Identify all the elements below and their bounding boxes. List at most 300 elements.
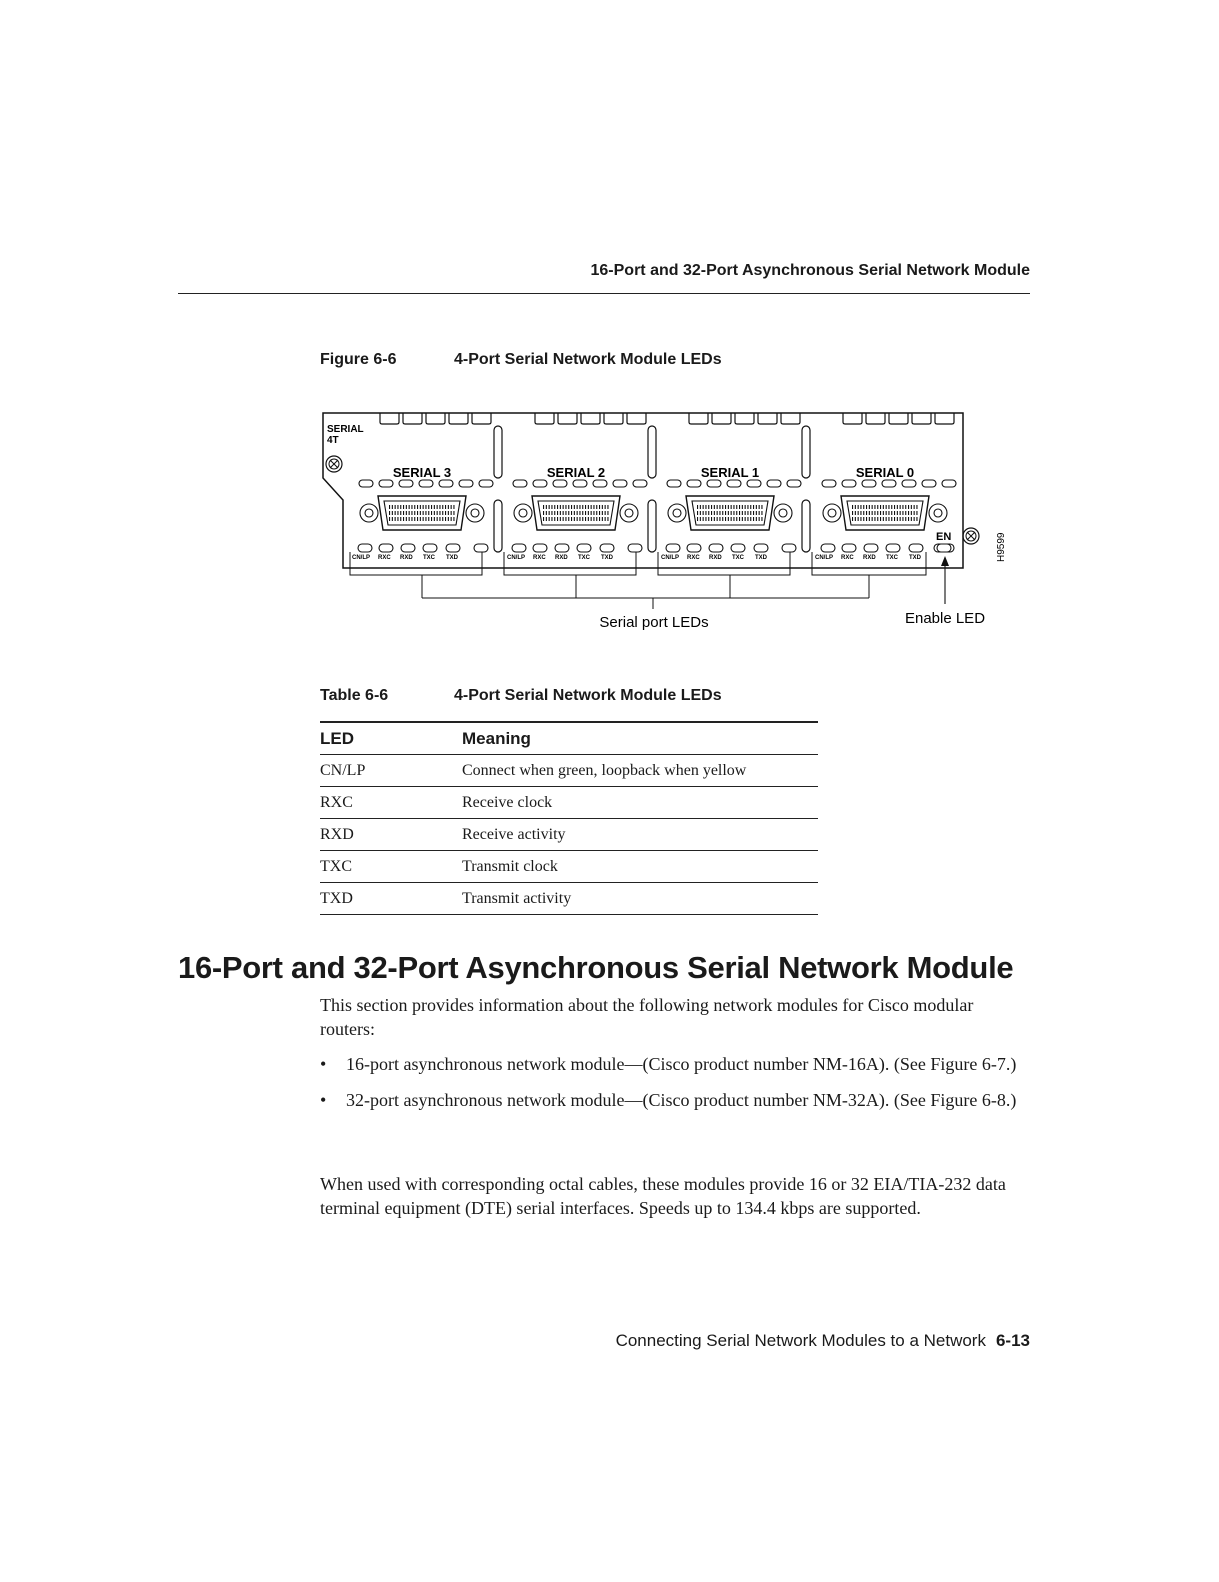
divider-slot: [648, 500, 656, 552]
connector-pin: [902, 517, 903, 521]
connector-pin: [705, 505, 706, 509]
led: [358, 544, 372, 552]
connector-pin: [897, 505, 898, 509]
connector-pin: [719, 505, 720, 509]
connector-pin: [389, 505, 390, 509]
table-row: [320, 851, 818, 883]
connector-pin: [852, 511, 853, 515]
figure-title: 4-Port Serial Network Module LEDs: [454, 351, 722, 368]
connector-pin: [565, 511, 566, 515]
connector-pin: [759, 505, 760, 509]
connector-pin: [397, 517, 398, 521]
connector-pin: [605, 511, 606, 515]
connector-pin: [858, 511, 859, 515]
connector-pin: [448, 511, 449, 515]
divider-slot: [494, 500, 502, 552]
connector-pin: [872, 517, 873, 521]
connector-pin: [731, 511, 732, 515]
port-screw-icon: [934, 509, 942, 517]
connector-pin: [582, 517, 583, 521]
connector-pin: [886, 505, 887, 509]
connector-pin: [852, 505, 853, 509]
led-label: RXC: [378, 555, 391, 561]
led-label: RXD: [555, 555, 568, 561]
port-indicator: [379, 480, 393, 487]
connector-pin: [722, 517, 723, 521]
connector-pin: [445, 517, 446, 521]
connector-pin: [759, 517, 760, 521]
connector-pin: [546, 505, 547, 509]
connector-pin: [431, 505, 432, 509]
connector-pin: [860, 517, 861, 521]
connector-pin: [411, 505, 412, 509]
connector-pin: [742, 505, 743, 509]
connector-pin: [886, 511, 887, 515]
connector-pin: [916, 517, 917, 521]
meaning-cell: Transmit activity: [462, 889, 572, 907]
port-screw-icon: [774, 504, 792, 522]
led: [533, 544, 547, 552]
port-indicator: [419, 480, 433, 487]
serial-port: [512, 480, 647, 552]
connector-pin: [883, 517, 884, 521]
page-footer: [560, 1331, 1030, 1351]
connector-pin: [431, 517, 432, 521]
connector-pin: [722, 511, 723, 515]
led: [842, 544, 856, 552]
connector-pin: [395, 505, 396, 509]
running-header: 16-Port and 32-Port Asynchronous Serial Network Module: [590, 262, 1030, 279]
led-cell: CN/LP: [320, 761, 366, 779]
connector-pin: [591, 511, 592, 515]
top-tab: [735, 413, 754, 424]
connector-pin: [869, 511, 870, 515]
faceplate-outline: [323, 413, 963, 568]
connector-pin: [872, 505, 873, 509]
bullet-icon: •: [320, 1090, 327, 1110]
connector-pin: [855, 511, 856, 515]
connector-pin: [392, 517, 393, 521]
port-screw-icon: [514, 504, 532, 522]
led-cell: RXD: [320, 825, 354, 843]
right-screw-icon: [963, 528, 979, 544]
connector-pin: [756, 517, 757, 521]
connector-pin: [543, 505, 544, 509]
connector-pin: [888, 505, 889, 509]
connector-pin: [717, 511, 718, 515]
connector-pin: [395, 517, 396, 521]
connector-pin: [874, 505, 875, 509]
led-label: TXD: [601, 555, 613, 561]
connector-pin: [568, 511, 569, 515]
connector-pin: [852, 517, 853, 521]
connector-pin: [409, 505, 410, 509]
port-indicator: [862, 480, 876, 487]
port-indicator: [687, 480, 701, 487]
connector-pin: [543, 517, 544, 521]
connector-pin: [543, 511, 544, 515]
connector-pin: [451, 517, 452, 521]
connector-pin: [888, 511, 889, 515]
connector-pin: [877, 517, 878, 521]
connector-pin: [866, 511, 867, 515]
table-row: [320, 883, 818, 915]
port-indicator: [787, 480, 801, 487]
connector-pin: [855, 505, 856, 509]
connector-pin: [434, 505, 435, 509]
led: [864, 544, 878, 552]
led: [512, 544, 526, 552]
led-label: RXD: [709, 555, 722, 561]
connector-pin: [400, 505, 401, 509]
connector-pin: [596, 505, 597, 509]
connector-pin: [425, 517, 426, 521]
bullet-list: [320, 1052, 1032, 1112]
connector-pin: [869, 505, 870, 509]
connector-pin: [711, 505, 712, 509]
connector-pin: [439, 505, 440, 509]
bullet-text: 16-port asynchronous network module—(Cisco product number NM-16A). (See Figure 6-7.): [346, 1054, 1017, 1074]
led-cell: TXC: [320, 857, 352, 875]
connector-pin: [711, 511, 712, 515]
connector-pin: [697, 517, 698, 521]
connector-pin: [914, 511, 915, 515]
connector-pin: [389, 511, 390, 515]
top-tab: [912, 413, 931, 424]
connector-pin: [911, 511, 912, 515]
connector-pin: [434, 517, 435, 521]
led-label: CN/LP: [815, 555, 833, 561]
connector-pin: [574, 517, 575, 521]
table-row: [320, 787, 818, 819]
led-label: RXC: [687, 555, 700, 561]
port-screw-icon: [779, 509, 787, 517]
connector-pin: [554, 517, 555, 521]
connector-pin: [546, 517, 547, 521]
connector-pin: [860, 505, 861, 509]
connector-pin: [714, 517, 715, 521]
connector-pin: [445, 511, 446, 515]
connector-pin: [874, 511, 875, 515]
connector-pin: [563, 517, 564, 521]
led-label: CN/LP: [661, 555, 679, 561]
connector-pin: [863, 511, 864, 515]
connector-pin: [742, 511, 743, 515]
connector-pin: [860, 511, 861, 515]
connector-pin: [869, 517, 870, 521]
connector-pin: [902, 511, 903, 515]
connector-pin: [551, 511, 552, 515]
connector-pin: [891, 517, 892, 521]
connector-pin: [442, 505, 443, 509]
connector-pin: [750, 505, 751, 509]
connector-pin: [593, 517, 594, 521]
connector-pin: [908, 517, 909, 521]
top-tab: [712, 413, 731, 424]
connector-pin: [877, 511, 878, 515]
connector-pin: [897, 511, 898, 515]
list-item: [320, 1088, 1032, 1112]
connector-pin: [579, 505, 580, 509]
divider-slot: [648, 426, 656, 478]
figure-caption: [320, 351, 722, 369]
connector-pin: [602, 517, 603, 521]
top-tab: [604, 413, 623, 424]
connector-pin: [546, 511, 547, 515]
column-header-led: LED: [320, 728, 354, 748]
connector-pin: [911, 517, 912, 521]
top-tab: [426, 413, 445, 424]
connector-pin: [858, 505, 859, 509]
led-label: RXD: [863, 555, 876, 561]
connector-pin: [423, 511, 424, 515]
connector-pin: [596, 517, 597, 521]
port-screw-icon: [519, 509, 527, 517]
connector-pin: [607, 505, 608, 509]
connector-pin: [406, 517, 407, 521]
connector-pin: [588, 505, 589, 509]
serial-port: [358, 480, 493, 552]
led-label: TXD: [755, 555, 767, 561]
port-indicator: [747, 480, 761, 487]
table-header-row: [320, 722, 818, 755]
led-label: RXD: [400, 555, 413, 561]
connector-pin: [451, 511, 452, 515]
connector-pin: [554, 511, 555, 515]
top-tab: [581, 413, 600, 424]
top-tab: [689, 413, 708, 424]
connector-pin: [448, 517, 449, 521]
connector-pin: [697, 505, 698, 509]
connector-pin: [414, 505, 415, 509]
module-figure: [318, 400, 1018, 635]
connector-pin: [728, 517, 729, 521]
port-screw-icon: [620, 504, 638, 522]
led: [754, 544, 768, 552]
connector-pin: [719, 511, 720, 515]
left-screw-icon: [326, 456, 342, 472]
connector-pin: [549, 517, 550, 521]
connector-pin: [886, 517, 887, 521]
port-indicator: [633, 480, 647, 487]
connector-pin: [733, 505, 734, 509]
connector-pin: [736, 511, 737, 515]
connector-pin: [417, 505, 418, 509]
connector-pin: [579, 511, 580, 515]
port-indicator: [593, 480, 607, 487]
connector-pin: [563, 511, 564, 515]
connector-pin: [736, 505, 737, 509]
led: [555, 544, 569, 552]
page-number: 6-13: [995, 1331, 1030, 1350]
connector-pin: [439, 517, 440, 521]
port-indicator: [882, 480, 896, 487]
connector-pin: [602, 505, 603, 509]
connector-pin: [392, 505, 393, 509]
led: [666, 544, 680, 552]
connector-pin: [605, 505, 606, 509]
led-label: TXD: [446, 555, 458, 561]
connector-pin: [425, 511, 426, 515]
port-screw-icon: [365, 509, 373, 517]
connector-pin: [714, 511, 715, 515]
port-title-serial-1: SERIAL 1: [700, 465, 760, 480]
top-tab: [935, 413, 954, 424]
connector-pin: [700, 505, 701, 509]
connector-pin: [703, 505, 704, 509]
connector-pin: [557, 505, 558, 509]
meaning-cell: Receive activity: [462, 825, 566, 843]
port-indicator: [533, 480, 547, 487]
connector-pin: [417, 517, 418, 521]
connector-pin: [453, 511, 454, 515]
connector-pin: [551, 517, 552, 521]
connector-pin: [423, 505, 424, 509]
connector-pin: [900, 505, 901, 509]
connector-pin: [717, 505, 718, 509]
connector-pin: [599, 517, 600, 521]
divider-slot: [494, 426, 502, 478]
connector-pin: [431, 511, 432, 515]
top-tab: [758, 413, 777, 424]
connector-pin: [714, 505, 715, 509]
table-title: 4-Port Serial Network Module LEDs: [454, 687, 722, 704]
connector-pin: [585, 511, 586, 515]
top-tab: [866, 413, 885, 424]
port-screw-icon: [929, 504, 947, 522]
led-label: RXC: [841, 555, 854, 561]
port-screw-icon: [360, 504, 378, 522]
port-indicator: [359, 480, 373, 487]
connector-pin: [428, 511, 429, 515]
port-screw-icon: [823, 504, 841, 522]
connector-pin: [700, 517, 701, 521]
connector-pin: [400, 517, 401, 521]
connector-pin: [745, 505, 746, 509]
port-indicator: [767, 480, 781, 487]
serial-port: [666, 480, 801, 552]
connector-pin: [894, 517, 895, 521]
connector-pin: [599, 511, 600, 515]
connector-pin: [705, 511, 706, 515]
connector-pin: [423, 517, 424, 521]
connector-pin: [588, 517, 589, 521]
led: [782, 544, 796, 552]
header-rule: [178, 293, 1030, 294]
connector-pin: [739, 511, 740, 515]
connector-pin: [400, 511, 401, 515]
led: [709, 544, 723, 552]
table-caption: [320, 687, 722, 705]
connector-pin: [756, 505, 757, 509]
connector-pin: [420, 505, 421, 509]
connector-pin: [914, 517, 915, 521]
connector-pin: [591, 505, 592, 509]
port-indicator: [822, 480, 836, 487]
connector-pin: [759, 511, 760, 515]
connector-pin: [747, 505, 748, 509]
top-tab: [472, 413, 491, 424]
connector-pin: [451, 505, 452, 509]
connector-pin: [739, 517, 740, 521]
connector-pin: [448, 505, 449, 509]
connector-pin: [711, 517, 712, 521]
connector-pin: [863, 517, 864, 521]
port-screw-icon: [625, 509, 633, 517]
connector-pin: [417, 511, 418, 515]
connector-pin: [753, 517, 754, 521]
connector-pin: [866, 505, 867, 509]
connector-pin: [579, 517, 580, 521]
led-label: CN/LP: [352, 555, 370, 561]
figure-id: H9599: [996, 532, 1007, 562]
list-item: [320, 1052, 1032, 1076]
connector-pin: [403, 517, 404, 521]
connector-pin: [750, 517, 751, 521]
connector-pin: [585, 505, 586, 509]
connector-pin: [883, 511, 884, 515]
top-tab: [403, 413, 422, 424]
connector-pin: [428, 505, 429, 509]
connector-pin: [872, 511, 873, 515]
connector-pin: [560, 505, 561, 509]
led-cell: TXD: [320, 889, 353, 907]
connector-pin: [722, 505, 723, 509]
connector-pin: [593, 511, 594, 515]
connector-pin: [453, 505, 454, 509]
connector-pin: [905, 511, 906, 515]
connector-pin: [577, 505, 578, 509]
port-indicator: [922, 480, 936, 487]
led: [731, 544, 745, 552]
led-label: TXC: [423, 555, 435, 561]
port-indicator: [613, 480, 627, 487]
connector-pin: [420, 511, 421, 515]
connector-pin: [855, 517, 856, 521]
connector-pin: [593, 505, 594, 509]
led: [423, 544, 437, 552]
connector-pin: [880, 517, 881, 521]
port-screw-icon: [673, 509, 681, 517]
module-label-line1: SERIAL: [327, 424, 364, 435]
connector-pin: [753, 511, 754, 515]
connector-pin: [395, 511, 396, 515]
connector-pin: [425, 505, 426, 509]
connector-pin: [900, 511, 901, 515]
connector-pin: [568, 517, 569, 521]
port-indicator: [902, 480, 916, 487]
led: [379, 544, 393, 552]
connector-pin: [745, 511, 746, 515]
led: [909, 544, 923, 552]
connector-pin: [883, 505, 884, 509]
led: [600, 544, 614, 552]
connector-pin: [571, 505, 572, 509]
connector-pin: [420, 517, 421, 521]
connector-pin: [445, 505, 446, 509]
connector-pin: [905, 517, 906, 521]
connector-pin: [914, 505, 915, 509]
connector-pin: [761, 511, 762, 515]
led-label: CN/LP: [507, 555, 525, 561]
port-title-serial-3: SERIAL 3: [392, 465, 452, 480]
led-table: [320, 721, 818, 915]
port-screw-icon: [828, 509, 836, 517]
connector-pin: [891, 505, 892, 509]
connector-pin: [554, 505, 555, 509]
connector-pin: [434, 511, 435, 515]
connector-pin: [406, 511, 407, 515]
